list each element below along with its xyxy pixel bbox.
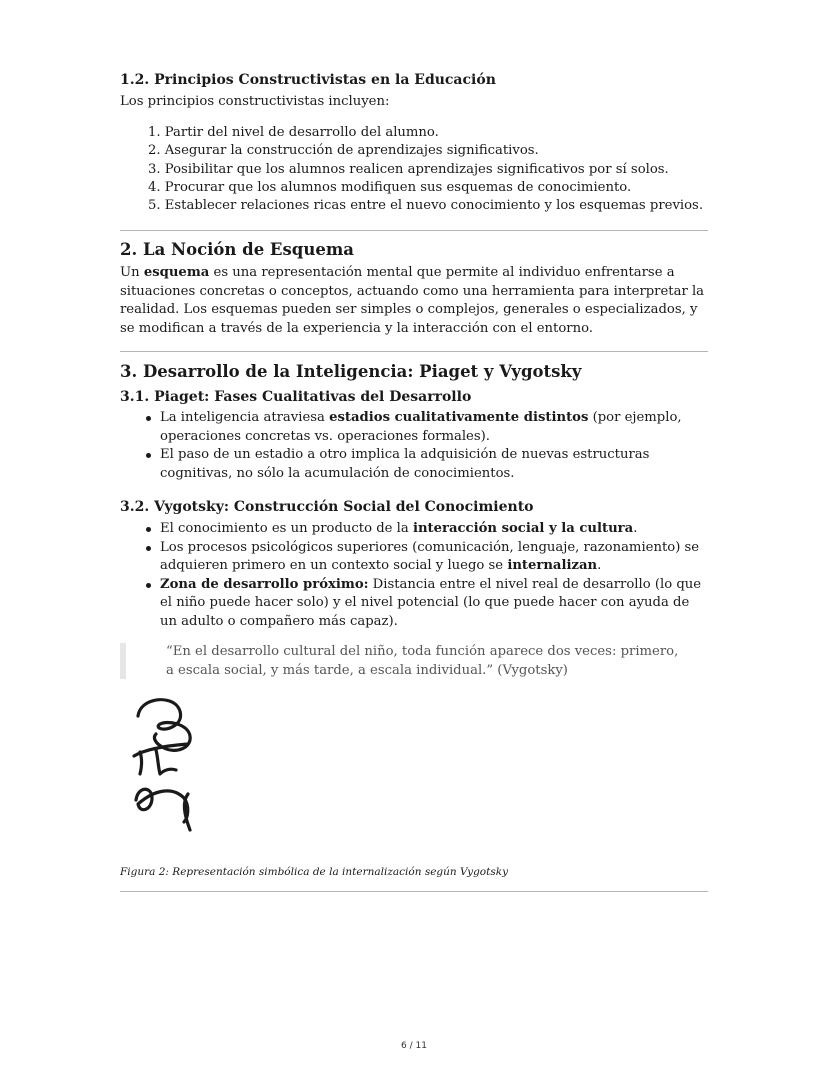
- schema-paragraph: Un esquema es una representación mental que permite al individuo enfrentarse a situaciones concretas o conceptos, actuando como una herramienta para interpretar la realidad. Los esquemas pueden ser simples o complejos, generales o especializados, y se modifican a través de la experiencia y la interacción con el entorno.: [120, 265, 705, 336]
- scribble-stroke-top: [138, 700, 190, 751]
- figure-caption: Figura 2: Representación simbólica de la internalización según Vygotsky: [120, 866, 509, 878]
- vygotsky-list: [142, 520, 708, 631]
- section-heading-3-1: 3.1. Piaget: Fases Cualitativas del Desarrollo: [120, 389, 472, 405]
- list-item: 3. Posibilitar que los alumnos realicen aprendizajes significativos por sí solos.: [148, 161, 669, 177]
- divider: [120, 891, 708, 892]
- section-heading-3-2: 3.2. Vygotsky: Construcción Social del Conocimiento: [120, 499, 534, 515]
- list-item: 4. Procurar que los alumnos modifiquen sus esquemas de conocimiento.: [148, 179, 632, 195]
- section-heading-3: 3. Desarrollo de la Inteligencia: Piaget y Vygotsky: [120, 362, 582, 381]
- principles-intro: Los principios constructivistas incluyen:: [120, 94, 390, 109]
- vygotsky-quote: “En el desarrollo cultural del niño, toda función aparece dos veces: primero, a escala social, y más tarde, a escala individual.” (Vygotsky): [166, 644, 679, 678]
- scribble-stroke-right: [156, 750, 176, 774]
- list-item: El conocimiento es un producto de la interacción social y la cultura.: [142, 520, 708, 539]
- list-item: El paso de un estadio a otro implica la adquisición de nuevas estructuras cognitivas, no sólo la acumulación de conocimientos.: [142, 446, 708, 483]
- list-item: Zona de desarrollo próximo: Distancia entre el nivel real de desarrollo (lo que el niño puede hacer solo) y el nivel potencial (lo que puede hacer con ayuda de un adulto o compañero más capaz).: [142, 576, 708, 632]
- list-item: 5. Establecer relaciones ricas entre el nuevo conocimiento y los esquemas previos.: [148, 198, 704, 214]
- list-item: 1. Partir del nivel de desarrollo del alumno.: [148, 125, 439, 140]
- blockquote-bar: [120, 643, 126, 679]
- section-heading-2: 2. La Noción de Esquema: [120, 240, 354, 259]
- piaget-list: [142, 409, 708, 483]
- divider: [120, 230, 708, 231]
- list-item: La inteligencia atraviesa estadios cualitativamente distintos (por ejemplo, operaciones concretas vs. operaciones formales).: [142, 409, 708, 446]
- scribble-stroke-bottom: [136, 789, 190, 830]
- list-item: Los procesos psicológicos superiores (comunicación, lenguaje, razonamiento) se adquieren primero en un contexto social y luego se internalizan.: [142, 539, 708, 576]
- scribble-stroke-left: [140, 752, 142, 774]
- section-heading-1-2: 1.2. Principios Constructivistas en la Educación: [120, 72, 496, 88]
- divider: [120, 351, 708, 352]
- list-item: 2. Asegurar la construcción de aprendizajes significativos.: [148, 143, 539, 159]
- handwritten-symbol-image: [128, 690, 208, 840]
- principles-list: [148, 124, 703, 215]
- page-number: 6 / 11: [401, 1041, 427, 1051]
